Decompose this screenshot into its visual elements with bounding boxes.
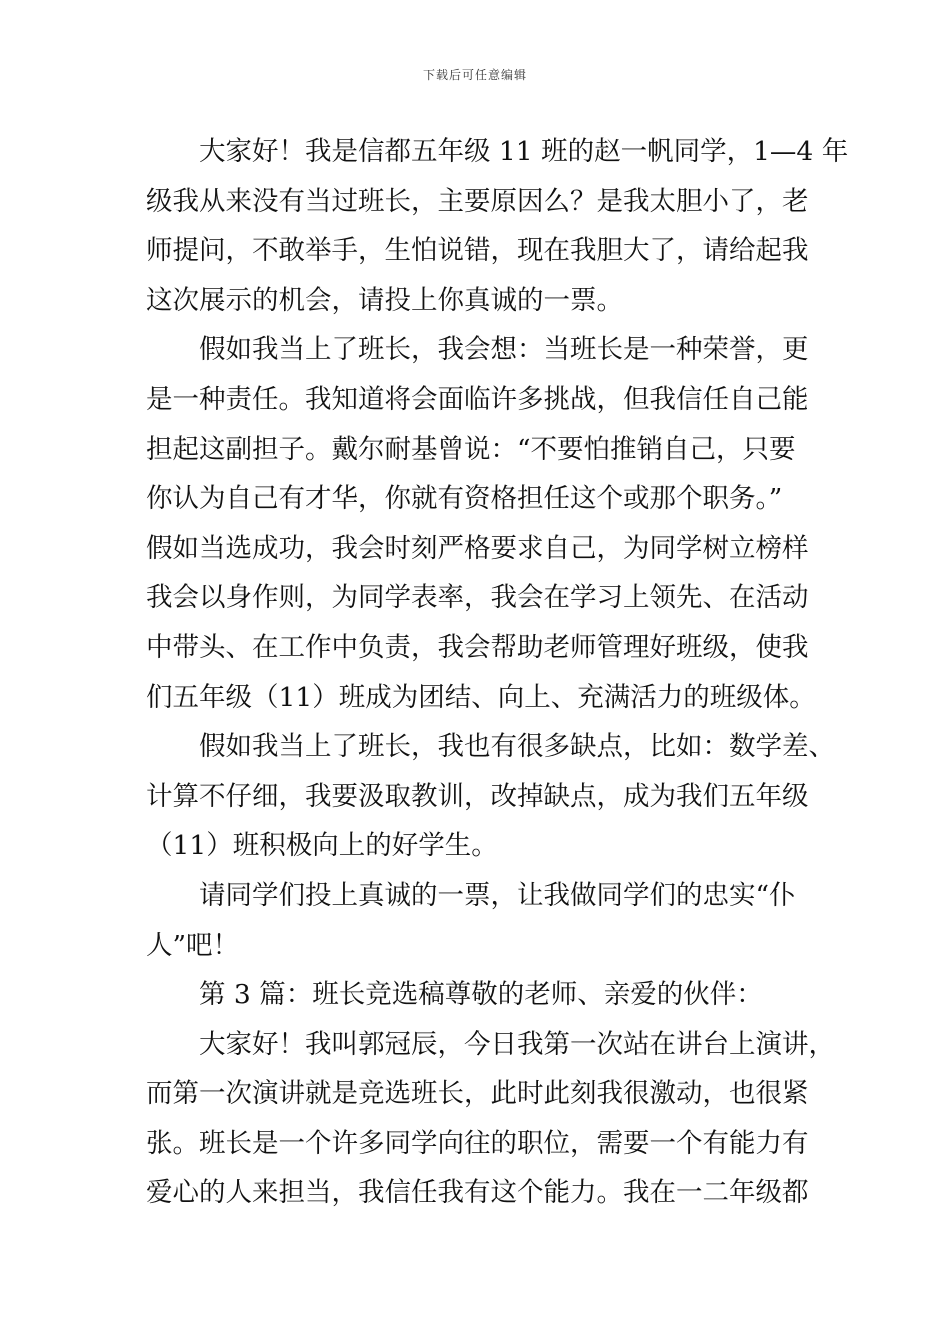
text-line: 张。班长是一个许多同学向往的职位，需要一个有能力有 — [146, 1127, 809, 1159]
text-line: 请同学们投上真诚的一票，让我做同学们的忠实“仆 — [199, 879, 796, 911]
paragraph — [146, 325, 826, 722]
text-line: 第 3 篇：班长竞选稿尊敬的老师、亲爱的伙伴： — [199, 979, 763, 1011]
document-body — [146, 127, 849, 1218]
text-line: 是一种责任。我知道将会面临许多挑战，但我信任自己能 — [146, 383, 809, 415]
text-line: 假如当选成功，我会时刻严格要求自己，为同学树立榜样 — [146, 532, 809, 564]
text-line: 计算不仔细，我要汲取教训，改掉缺点，成为我们五年级 — [146, 780, 809, 812]
text-line: 假如我当上了班长，我会想：当班长是一种荣誉，更 — [199, 334, 809, 366]
text-line: 们五年级（11）班成为团结、向上、充满活力的班级体。 — [146, 681, 816, 713]
text-line: 假如我当上了班长，我也有很多缺点，比如：数学差、 — [199, 731, 835, 763]
paragraph — [146, 1020, 835, 1218]
text-line: 你认为自己有才华，你就有资格担任这个或那个职务。” — [146, 483, 783, 515]
text-line: 中带头、在工作中负责，我会帮助老师管理好班级，使我 — [146, 631, 809, 663]
text-line: （11）班积极向上的好学生。 — [146, 830, 498, 862]
text-line: 大家好！我是信都五年级 11 班的赵一帆同学，1—4 年 — [199, 136, 849, 167]
page-header: 下载后可任意编辑 — [422, 68, 527, 82]
text-line: 我会以身作则，为同学表率，我会在学习上领先、在活动 — [146, 582, 809, 614]
text-line: 师提问，不敢举手，生怕说错，现在我胆大了，请给起我 — [146, 235, 809, 267]
paragraph — [146, 722, 835, 871]
text-line: 大家好！我叫郭冠辰，今日我第一次站在讲台上演讲， — [199, 1028, 835, 1060]
paragraph — [146, 871, 826, 970]
text-line: 而第一次演讲就是竞选班长，此时此刻我很激动，也很紧 — [146, 1078, 809, 1110]
section-heading — [146, 970, 826, 1020]
paragraph — [146, 127, 849, 325]
text-line: 这次展示的机会，请投上你真诚的一票。 — [146, 284, 623, 316]
text-line: 爱心的人来担当，我信任我有这个能力。我在一二年级都 — [146, 1177, 809, 1209]
text-line: 级我从来没有当过班长，主要原因么？是我太胆小了，老 — [146, 185, 809, 217]
text-line: 担起这副担子。戴尔耐基曾说：“不要怕推销自己，只要 — [146, 433, 796, 465]
text-line: 人”吧！ — [146, 929, 240, 961]
